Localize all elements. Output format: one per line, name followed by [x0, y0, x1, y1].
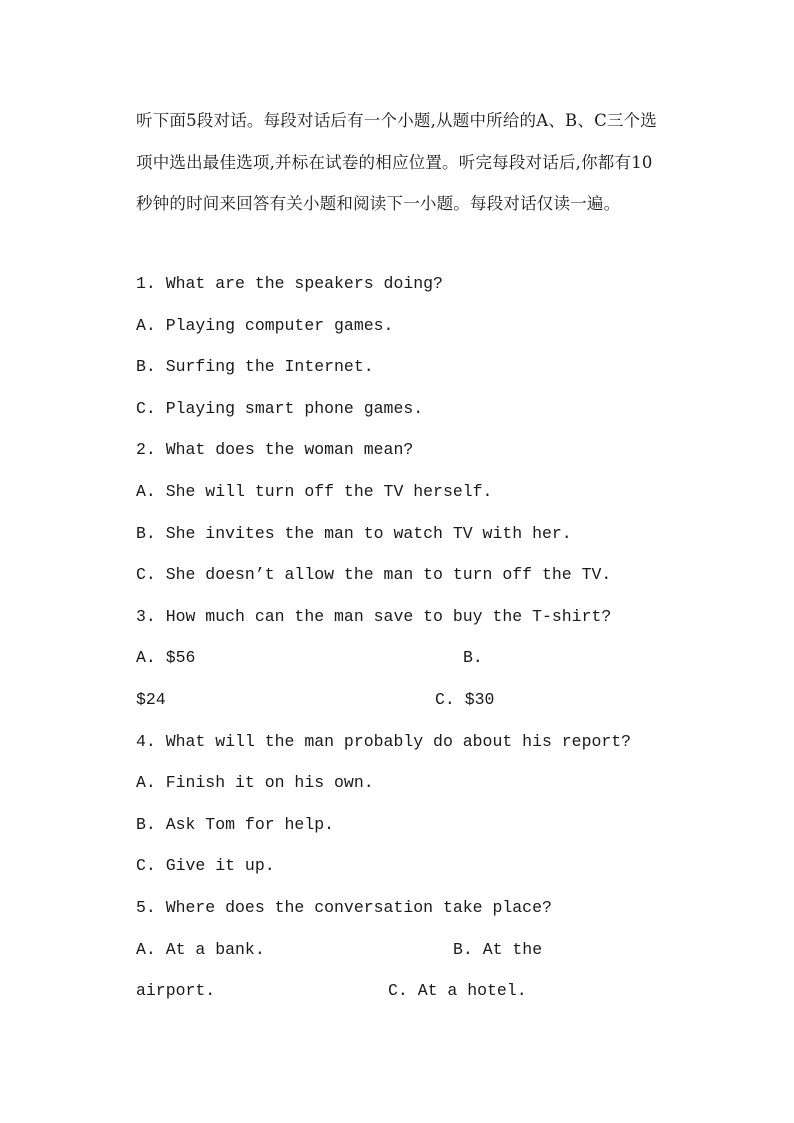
question-4-option-a: A. Finish it on his own. [136, 773, 374, 792]
question-2: 2. What does the woman mean? [136, 440, 414, 459]
question-5-option-b-end: airport. [136, 981, 216, 1000]
question-1-option-a: A. Playing computer games. [136, 316, 394, 335]
question-1-option-c: C. Playing smart phone games. [136, 399, 424, 418]
question-2-option-b: B. She invites the man to watch TV with her. [136, 524, 572, 543]
question-1-option-b: B. Surfing the Internet. [136, 357, 374, 376]
question-3-option-b-label: B. [463, 648, 483, 667]
question-4-option-b: B. Ask Tom for help. [136, 815, 335, 834]
question-1: 1. What are the speakers doing? [136, 274, 443, 293]
question-4: 4. What will the man probably do about his report? [136, 732, 632, 751]
question-5-option-a: A. At a bank. [136, 940, 265, 959]
question-5: 5. Where does the conversation take place? [136, 898, 552, 917]
question-2-option-a: A. She will turn off the TV herself. [136, 482, 493, 501]
question-2-option-c: C. She doesn’t allow the man to turn off the TV. [136, 565, 612, 584]
question-3-option-c: C. $30 [435, 690, 495, 709]
question-3-option-a: A. $56 [136, 648, 196, 667]
question-5-option-b-start: B. At the [453, 940, 543, 959]
question-3: 3. How much can the man save to buy the T-shirt? [136, 607, 612, 626]
question-5-option-c: C. At a hotel. [388, 981, 527, 1000]
listening-instructions: 听下面5段对话。每段对话后有一个小题,从题中所给的A、B、C三个选项中选出最佳选项,并标在试卷的相应位置。听完每段对话后,你都有10秒钟的时间来回答有关小题和阅读下一小题。每段对话仅读一遍。 [136, 111, 658, 213]
question-4-option-c: C. Give it up. [136, 856, 275, 875]
question-3-option-b-value: $24 [136, 690, 166, 709]
